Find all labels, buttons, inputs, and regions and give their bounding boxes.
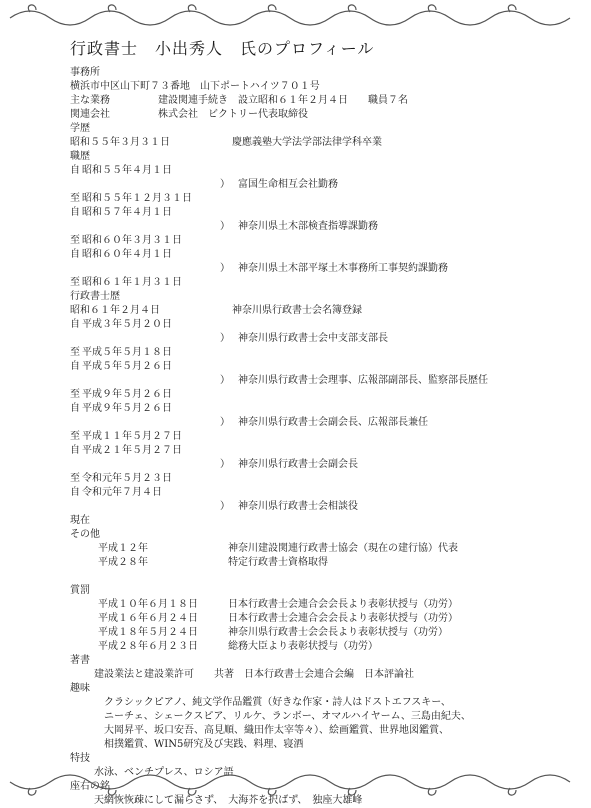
- profile-line: [70, 80, 570, 94]
- profile-body: [70, 66, 570, 808]
- bracket-mark: ）: [220, 333, 230, 344]
- profile-line: [70, 206, 570, 220]
- date-text: 平成９年５月２６日: [82, 403, 172, 414]
- field-value: 建設関連手続き 設立昭和６１年２月４日 職員７名: [158, 95, 408, 106]
- date-text: 平成９年５月２６日: [82, 389, 172, 400]
- profile-line: [70, 486, 570, 500]
- section-heading: 職歴: [70, 151, 90, 162]
- bracket-mark: ）: [220, 459, 230, 470]
- entry-text: 日本行政書士会連合会会長より表彰状授与（功労）: [228, 613, 458, 624]
- profile-line: [70, 752, 570, 766]
- date-text: 平成５年５月２６日: [82, 361, 172, 372]
- date-text: 平成２８年: [98, 557, 148, 568]
- entry-text: 神奈川県土木部検査指導課勤務: [238, 221, 378, 232]
- profile-line: [70, 66, 570, 80]
- section-heading: 著書: [70, 655, 90, 666]
- profile-line: [70, 430, 570, 444]
- profile-line: [70, 108, 570, 122]
- profile-line: [70, 178, 570, 192]
- range-prefix: 自: [70, 361, 80, 372]
- profile-line: [70, 556, 570, 570]
- profile-line: [70, 416, 570, 430]
- date-text: 昭和６０年３月３１日: [82, 235, 182, 246]
- range-prefix: 至: [70, 193, 80, 204]
- entry-text: クラシックピアノ、純文学作品鑑賞（好きな作家・詩人はドストエフスキー、: [104, 697, 451, 708]
- bracket-mark: ）: [220, 375, 230, 386]
- date-text: 令和元年５月２３日: [82, 473, 172, 484]
- ornamental-border-top: [0, 0, 591, 30]
- section-heading: 趣味: [70, 683, 90, 694]
- entry-text: 神奈川県行政書士会理事、広報部副部長、監察部長歴任: [238, 375, 488, 386]
- profile-line: [70, 94, 570, 108]
- profile-line: [70, 444, 570, 458]
- profile-line: [70, 612, 570, 626]
- ornamental-border-bottom: [0, 770, 591, 800]
- range-prefix: 自: [70, 319, 80, 330]
- entry-text: ニーチェ、シェークスピア、リルケ、ランボー、オマルハイヤーム、三島由紀夫、: [104, 711, 471, 722]
- bracket-mark: ）: [220, 263, 230, 274]
- profile-line: [70, 542, 570, 556]
- profile-line: [70, 164, 570, 178]
- entry-text: 神奈川県行政書士会副会長: [238, 459, 358, 470]
- date-text: 平成２１年５月２７日: [82, 445, 182, 456]
- profile-line: [70, 570, 570, 584]
- bracket-mark: ）: [220, 501, 230, 512]
- range-prefix: 至: [70, 235, 80, 246]
- entry-text: 相撲鑑賞、WIN5研究及び実践、料理、寝酒: [104, 739, 304, 750]
- profile-line: [70, 598, 570, 612]
- date-text: 平成１２年: [98, 543, 148, 554]
- section-heading: 座右の銘: [70, 781, 110, 792]
- section-heading: 賞罰: [70, 585, 90, 596]
- profile-line: [70, 724, 570, 738]
- field-label: 関連会社: [70, 109, 110, 120]
- date-text: 昭和５７年４月１日: [82, 207, 172, 218]
- profile-line: [70, 234, 570, 248]
- profile-line: [70, 276, 570, 290]
- date-text: 平成１１年５月２７日: [82, 431, 182, 442]
- range-prefix: 至: [70, 431, 80, 442]
- profile-line: [70, 668, 570, 682]
- date-text: 平成２８年６月２３日: [98, 641, 198, 652]
- entry-text: 総務大臣より表彰状授与（功労）: [228, 641, 378, 652]
- range-prefix: 自: [70, 403, 80, 414]
- entry-text: 神奈川県行政書士会副会長、広報部長兼任: [238, 417, 428, 428]
- profile-line: [70, 514, 570, 528]
- profile-line: [70, 304, 570, 318]
- entry-text: 特定行政書士資格取得: [228, 557, 328, 568]
- date-text: 令和元年７月４日: [82, 487, 162, 498]
- entry-text: 富国生命相互会社勤務: [238, 179, 338, 190]
- entry-text: 神奈川建設関連行政書士協会（現在の建行協）代表: [228, 543, 458, 554]
- entry-text: 神奈川県行政書士会中支部支部長: [238, 333, 388, 344]
- section-heading: 事務所: [70, 67, 100, 78]
- profile-line: [70, 318, 570, 332]
- profile-line: [70, 528, 570, 542]
- profile-line: [70, 402, 570, 416]
- profile-line: [70, 682, 570, 696]
- profile-line: [70, 332, 570, 346]
- profile-line: [70, 654, 570, 668]
- entry-text: 慶應義塾大学法学部法律学科卒業: [232, 137, 382, 148]
- entry-text: 神奈川県行政書士会名簿登録: [232, 305, 362, 316]
- profile-line: [70, 738, 570, 752]
- bracket-mark: ）: [220, 179, 230, 190]
- date-text: 平成１０年６月１８日: [98, 599, 198, 610]
- profile-line: [70, 220, 570, 234]
- date-text: 平成５年５月１８日: [82, 347, 172, 358]
- profile-line: [70, 150, 570, 164]
- entry-text: 神奈川県土木部平塚土木事務所工事契約課勤務: [238, 263, 448, 274]
- profile-line: [70, 388, 570, 402]
- date-text: 昭和５５年４月１日: [82, 165, 172, 176]
- profile-line: [70, 472, 570, 486]
- profile-line: [70, 262, 570, 276]
- range-prefix: 至: [70, 389, 80, 400]
- date-text: 昭和６０年４月１日: [82, 249, 172, 260]
- profile-line: [70, 584, 570, 598]
- range-prefix: 至: [70, 473, 80, 484]
- entry-text: 日本行政書士会連合会会長より表彰状授与（功労）: [228, 599, 458, 610]
- range-prefix: 至: [70, 277, 80, 288]
- profile-line: [70, 710, 570, 724]
- date-text: 平成３年５月２０日: [82, 319, 172, 330]
- range-prefix: 自: [70, 249, 80, 260]
- section-heading: 特技: [70, 753, 90, 764]
- field-value: 株式会社 ビクトリー代表取締役: [158, 109, 308, 120]
- profile-line: [70, 248, 570, 262]
- entry-text: 大岡昇平、坂口安吾、高見順、織田作太宰等々）、絵画鑑賞、世界地図鑑賞、: [104, 725, 449, 736]
- date-text: 昭和５５年１２月３１日: [82, 193, 192, 204]
- profile-line: [70, 458, 570, 472]
- entry-text: 建設業法と建設業許可 共著 日本行政書士会連合会編 日本評論社: [94, 669, 414, 680]
- section-heading: 現在: [70, 515, 90, 526]
- section-heading: 学歴: [70, 123, 90, 134]
- range-prefix: 至: [70, 347, 80, 358]
- range-prefix: 自: [70, 487, 80, 498]
- profile-line: [70, 192, 570, 206]
- bracket-mark: ）: [220, 417, 230, 428]
- range-prefix: 自: [70, 207, 80, 218]
- profile-line: [70, 374, 570, 388]
- document-title: 行政書士 小出秀人 氏のプロフィール: [70, 39, 375, 58]
- date-text: 昭和５５年３月３１日: [70, 137, 170, 148]
- entry-text: 天網恢恢疎にして漏らさず、 大海芥を択ばず、 独座大雄峰: [94, 795, 363, 806]
- range-prefix: 自: [70, 165, 80, 176]
- profile-line: [70, 696, 570, 710]
- entry-text: 神奈川県行政書士会相談役: [238, 501, 358, 512]
- field-label: 主な業務: [70, 95, 110, 106]
- profile-line: [70, 626, 570, 640]
- profile-line: [70, 136, 570, 150]
- entry-text: 神奈川県行政書士会会長より表彰状授与（功労）: [228, 627, 448, 638]
- date-text: 平成１６年６月２４日: [98, 613, 198, 624]
- section-heading: その他: [70, 529, 100, 540]
- profile-line: [70, 640, 570, 654]
- profile-line: [70, 360, 570, 374]
- profile-line: [70, 122, 570, 136]
- bracket-mark: ）: [220, 221, 230, 232]
- line-text: 横浜市中区山下町７３番地 山下ポートハイツ７０１号: [70, 81, 320, 92]
- date-text: 昭和６１年２月４日: [70, 305, 160, 316]
- entry-text: 水泳、ベンチプレス、ロシア語: [94, 767, 234, 778]
- range-prefix: 自: [70, 445, 80, 456]
- profile-line: [70, 346, 570, 360]
- section-heading: 行政書士歴: [70, 291, 120, 302]
- profile-line: [70, 290, 570, 304]
- date-text: 昭和６１年１月３１日: [82, 277, 182, 288]
- profile-line: [70, 500, 570, 514]
- date-text: 平成１８年５月２４日: [98, 627, 198, 638]
